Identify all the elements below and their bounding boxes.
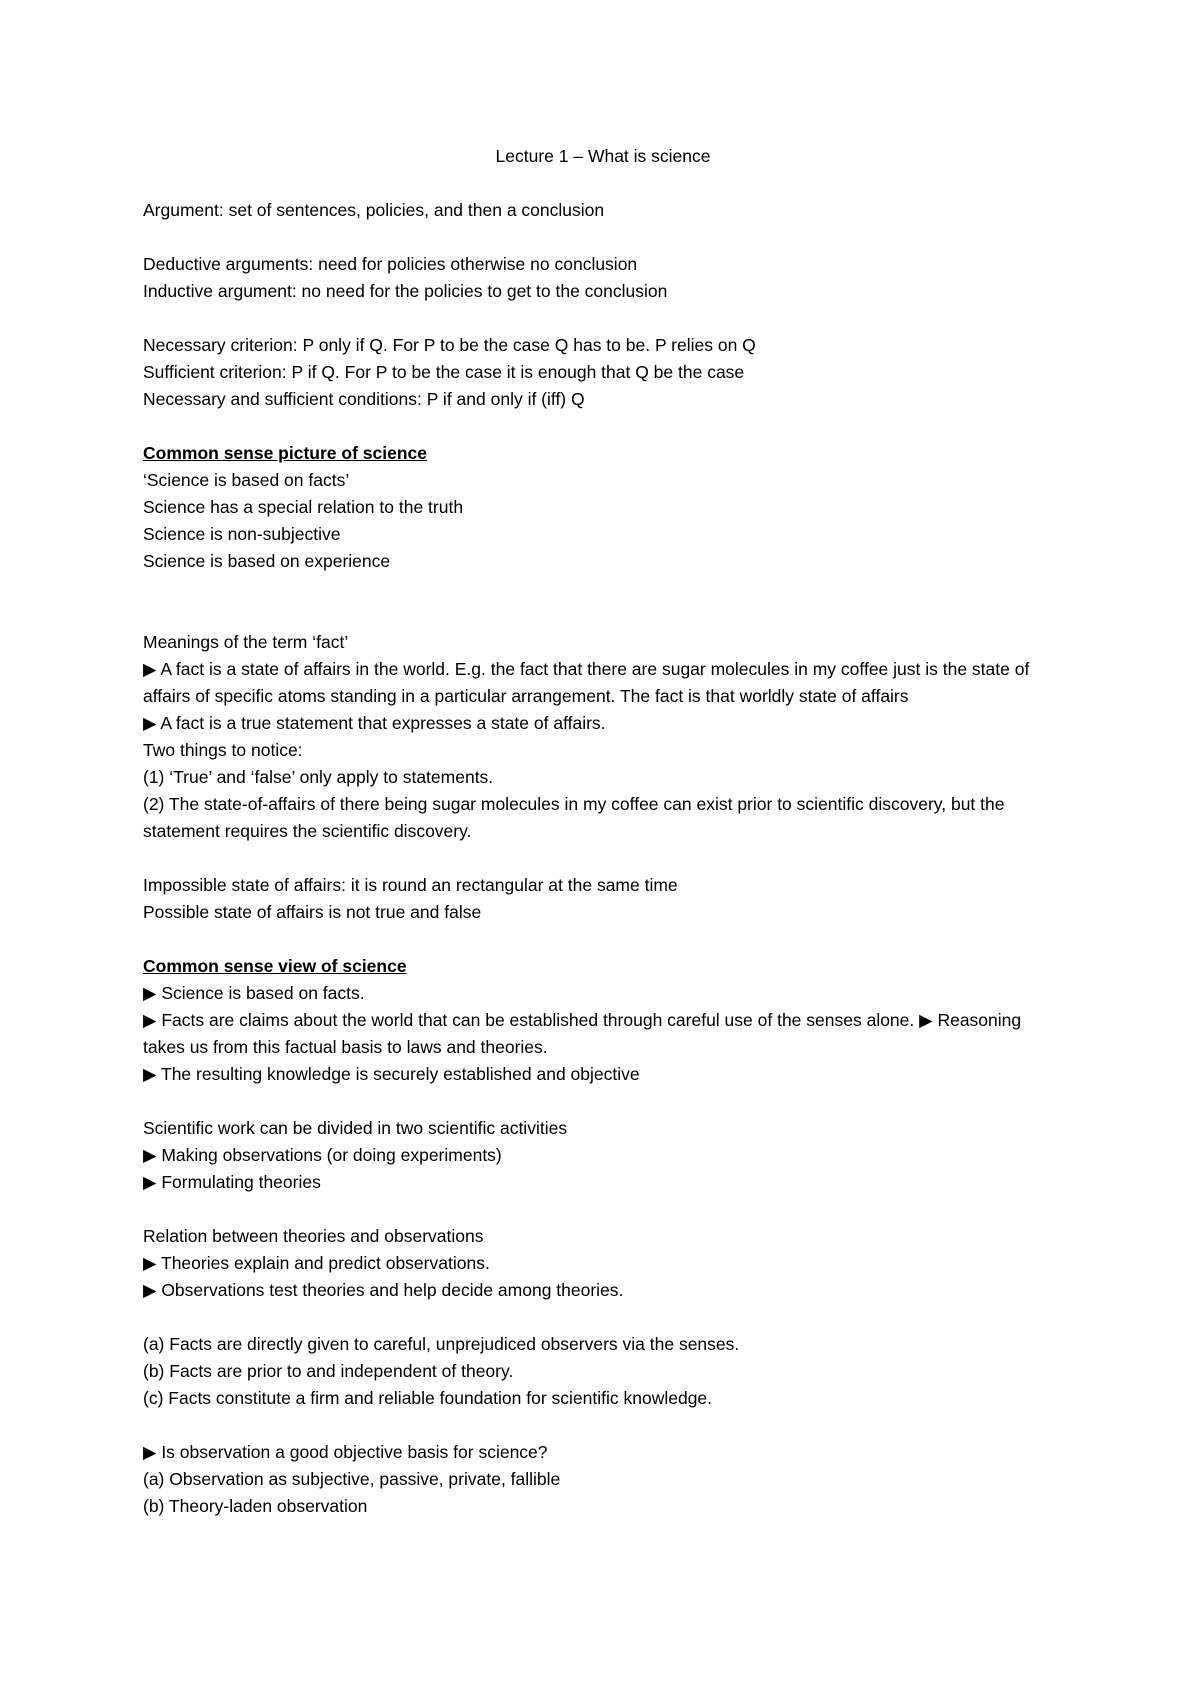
fact-claim-b: (b) Facts are prior to and independent of theory. (143, 1361, 514, 1381)
observation-question: ▶ Is observation a good objective basis for science? (143, 1442, 548, 1462)
section-heading-fact-meanings: Meanings of the term ‘fact’ (143, 632, 349, 652)
relation-item: ▶ Observations test theories and help decide among theories. (143, 1280, 624, 1300)
possible-state: Possible state of affairs is not true and false (143, 902, 482, 922)
view-item-1: ▶ Science is based on facts. (143, 983, 365, 1003)
relation-item: ▶ Theories explain and predict observations. (143, 1253, 490, 1273)
page-title: Lecture 1 – What is science (495, 146, 711, 166)
fact-meaning-2: ▶ A fact is a true statement that expresses a state of affairs. (143, 713, 606, 733)
observation-item-a: (a) Observation as subjective, passive, private, fallible (143, 1469, 561, 1489)
section-heading-common-sense-picture: Common sense picture of science (143, 443, 427, 463)
list-item: Science is non-subjective (143, 524, 341, 544)
activities-heading: Scientific work can be divided in two scientific activities (143, 1118, 568, 1138)
activity-item: ▶ Making observations (or doing experiments) (143, 1145, 502, 1165)
observation-item-b: (b) Theory-laden observation (143, 1496, 368, 1516)
notice-item-2: (2) The state-of-affairs of there being sugar molecules in my coffee can exist prior to scientific discovery, but the statement requires the scientific discovery. (143, 794, 1005, 841)
list-item: Science is based on experience (143, 551, 391, 571)
notice-label: Two things to notice: (143, 740, 303, 760)
deductive-definition: Deductive arguments: need for policies otherwise no conclusion (143, 254, 638, 274)
section-heading-common-sense-view: Common sense view of science (143, 956, 407, 976)
document-body (143, 143, 1063, 1520)
view-item-3: ▶ The resulting knowledge is securely established and objective (143, 1064, 640, 1084)
impossible-state: Impossible state of affairs: it is round an rectangular at the same time (143, 875, 678, 895)
relation-heading: Relation between theories and observations (143, 1226, 484, 1246)
inductive-definition: Inductive argument: no need for the policies to get to the conclusion (143, 281, 668, 301)
criterion-necessary: Necessary criterion: P only if Q. For P to be the case Q has to be. P relies on Q (143, 335, 756, 355)
notice-item-1: (1) ‘True’ and ‘false’ only apply to statements. (143, 767, 494, 787)
fact-meaning-1: ▶ A fact is a state of affairs in the world. E.g. the fact that there are sugar molecules in my coffee just is the state of affairs of specific atoms standing in a particular arrangement. The fact is that worldly state of affairs (143, 659, 1030, 706)
list-item: ‘Science is based on facts’ (143, 470, 350, 490)
fact-claim-a: (a) Facts are directly given to careful, unprejudiced observers via the senses. (143, 1334, 740, 1354)
list-item: Science has a special relation to the truth (143, 497, 464, 517)
criterion-necessary-sufficient: Necessary and sufficient conditions: P if and only if (iff) Q (143, 389, 585, 409)
argument-definition: Argument: set of sentences, policies, and then a conclusion (143, 200, 605, 220)
criterion-sufficient: Sufficient criterion: P if Q. For P to be the case it is enough that Q be the case (143, 362, 745, 382)
activity-item: ▶ Formulating theories (143, 1172, 321, 1192)
view-item-2: ▶ Facts are claims about the world that can be established through careful use of the senses alone. ▶ Reasoning takes us from this factual basis to laws and theories. (143, 1010, 1022, 1057)
fact-claim-c: (c) Facts constitute a firm and reliable foundation for scientific knowledge. (143, 1388, 713, 1408)
